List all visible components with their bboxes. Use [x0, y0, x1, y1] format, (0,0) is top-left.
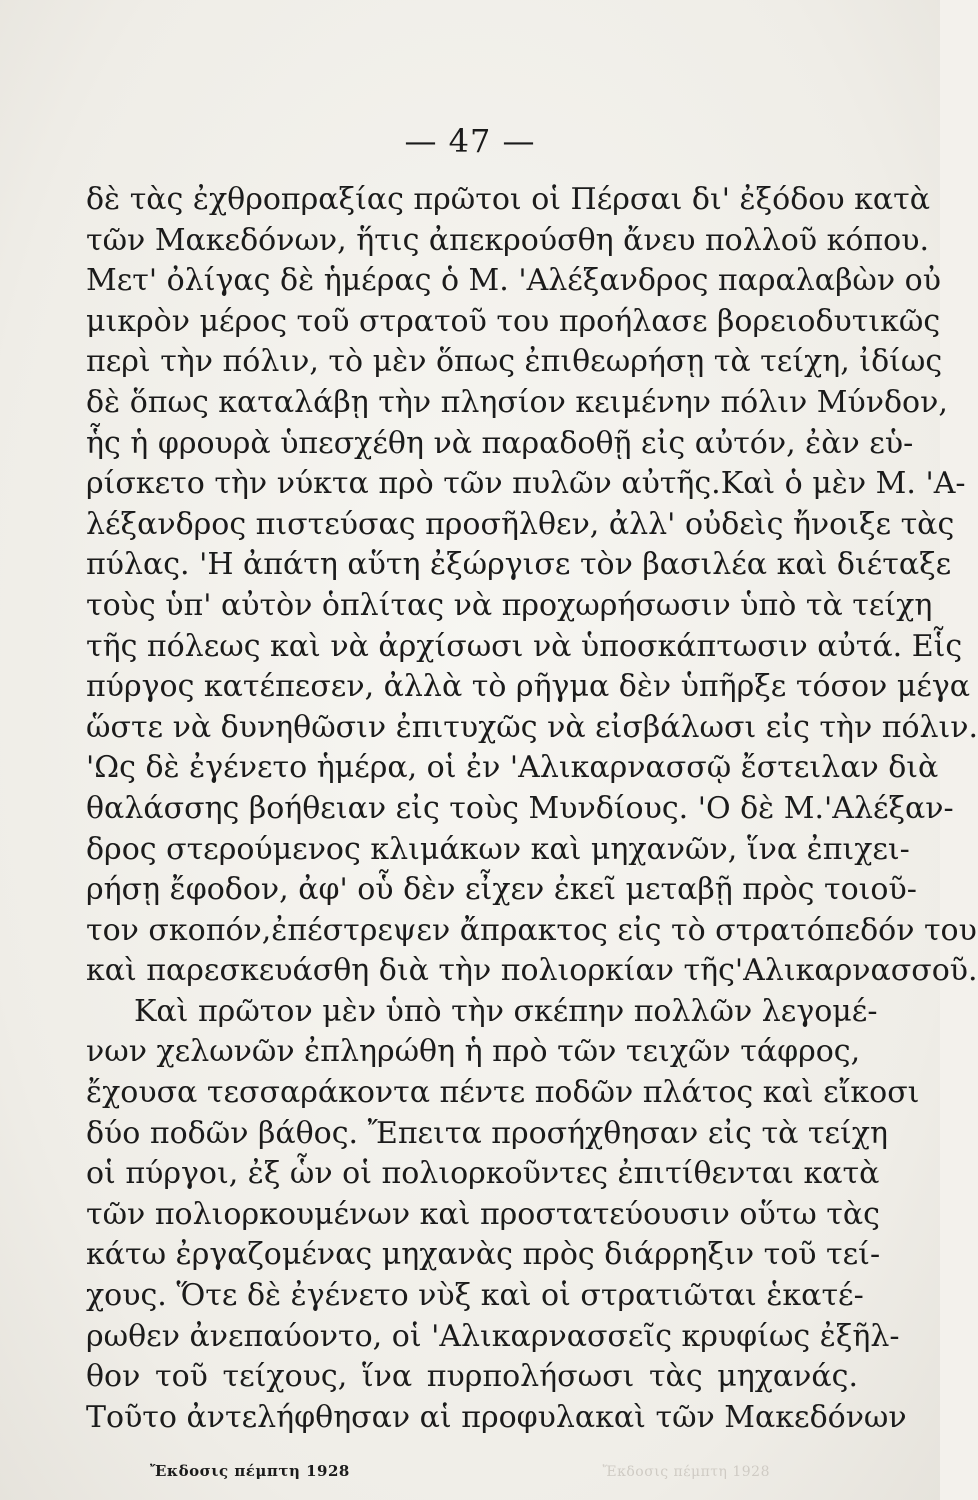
- text-line: χους. Ὅτε δὲ ἐγένετο νὺξ καὶ οἱ στρατιῶται ἑκατέ-: [86, 1278, 864, 1314]
- text-line: δὲ ὅπως καταλάβῃ τὴν πλησίον κειμένην πόλιν Μύνδον,: [86, 384, 948, 420]
- text-line: ἔχουσα τεσσαράκοντα πέντε ποδῶν πλάτος καὶ εἴκοσι: [86, 1075, 920, 1111]
- text-line: τῆς πόλεως καὶ νὰ ἀρχίσωσι νὰ ὑποσκάπτωσιν αὐτά. Εἷς: [86, 628, 963, 664]
- text-line: περὶ τὴν πόλιν, τὸ μὲν ὅπως ἐπιθεωρήσῃ τὰ τείχη, ἰδίως: [86, 344, 943, 380]
- paragraph-start-line: Καὶ πρῶτον μὲν ὑπὸ τὴν σκέπην πολλῶν λεγομέ-: [134, 993, 878, 1029]
- text-line: τοὺς ὑπ' αὐτὸν ὁπλίτας νὰ προχωρήσωσιν ὑπὸ τὰ τείχη: [86, 587, 933, 623]
- body-text: [86, 180, 978, 1438]
- text-line: δρος στερούμενος κλιμάκων καὶ μηχανῶν, ἵνα ἐπιχει-: [86, 831, 910, 867]
- text-line: δὲ τὰς ἐχθροπραξίας πρῶτοι οἱ Πέρσαι δι' ἐξόδου κατὰ: [86, 182, 930, 217]
- bleed-through-footer: Ἔκδοσις πέμπτη 1928: [602, 1464, 770, 1480]
- text-line: θον τοῦ τείχους, ἵνα πυρπολήσωσι τὰς μηχανάς.: [86, 1359, 858, 1395]
- text-line: οἱ πύργοι, ἐξ ὧν οἱ πολιορκοῦντες ἐπιτίθενται κατὰ: [86, 1156, 880, 1192]
- text-line: πύργος κατέπεσεν, ἀλλὰ τὸ ρῆγμα δὲν ὑπῆρξε τόσον μέγα: [86, 669, 971, 705]
- text-line: θαλάσσης βοήθειαν εἰς τοὺς Μυνδίους. 'Ο δὲ Μ.'Αλέξαν-: [86, 790, 954, 826]
- text-line: Μετ' ὀλίγας δὲ ἡμέρας ὁ Μ. 'Αλέξανδρος παραλαβὼν οὐ: [86, 263, 941, 299]
- text-line: νων χελωνῶν ἐπληρώθη ἡ πρὸ τῶν τειχῶν τάφρος,: [86, 1034, 861, 1070]
- text-line: ὥστε νὰ δυνηθῶσιν ἐπιτυχῶς νὰ εἰσβάλωσι εἰς τὴν πόλιν.: [86, 709, 978, 745]
- edition-footer: Ἔκδοσις πέμπτη 1928: [150, 1462, 350, 1480]
- text-line: ρωθεν ἀνεπαύοντο, οἱ 'Αλικαρνασσεῖς κρυφίως ἐξῆλ-: [86, 1318, 900, 1354]
- text-line: τον σκοπόν,ἐπέστρεψεν ἄπρακτος εἰς τὸ στρατόπεδόν του: [86, 912, 977, 948]
- text-line: 'Ως δὲ ἐγένετο ἡμέρα, οἱ ἐν 'Αλικαρνασσῷ ἔστειλαν διὰ: [86, 750, 939, 786]
- text-line: μικρὸν μέρος τοῦ στρατοῦ του προήλασε βορειοδυτικῶς: [86, 303, 941, 339]
- text-line: ρήσῃ ἔφοδον, ἀφ' οὗ δὲν εἶχεν ἐκεῖ μεταβῇ πρὸς τοιοῦ-: [86, 872, 917, 908]
- text-line: τῶν πολιορκουμένων καὶ προστατεύουσιν οὕτω τὰς: [86, 1196, 880, 1232]
- text-line: δύο ποδῶν βάθος. Ἔπειτα προσήχθησαν εἰς τὰ τείχη: [86, 1115, 888, 1151]
- text-line: καὶ παρεσκευάσθη διὰ τὴν πολιορκίαν τῆς'Αλικαρνασσοῦ.: [86, 953, 978, 989]
- text-line: κάτω ἐργαζομένας μηχανὰς πρὸς διάρρηξιν τοῦ τεί-: [86, 1237, 881, 1273]
- page-number: — 47 —: [404, 122, 536, 160]
- text-line: τῶν Μακεδόνων, ἥτις ἀπεκρούσθη ἄνευ πολλοῦ κόπου.: [86, 222, 929, 258]
- text-line: ρίσκετο τὴν νύκτα πρὸ τῶν πυλῶν αὐτῆς.Καὶ ὁ μὲν Μ. 'Α-: [86, 466, 966, 502]
- text-line: Τοῦτο ἀντελήφθησαν αἱ προφυλακαὶ τῶν Μακεδόνων: [86, 1399, 907, 1435]
- text-line: πύλας. 'Η ἀπάτη αὕτη ἐξώργισε τὸν βασιλέα καὶ διέταξε: [86, 547, 952, 583]
- text-line: λέξανδρος πιστεύσας προσῆλθεν, ἀλλ' οὐδεὶς ἤνοιξε τὰς: [86, 506, 955, 542]
- text-line: ἧς ἡ φρουρὰ ὑπεσχέθη νὰ παραδοθῇ εἰς αὐτόν, ἐὰν εὑ-: [86, 425, 914, 461]
